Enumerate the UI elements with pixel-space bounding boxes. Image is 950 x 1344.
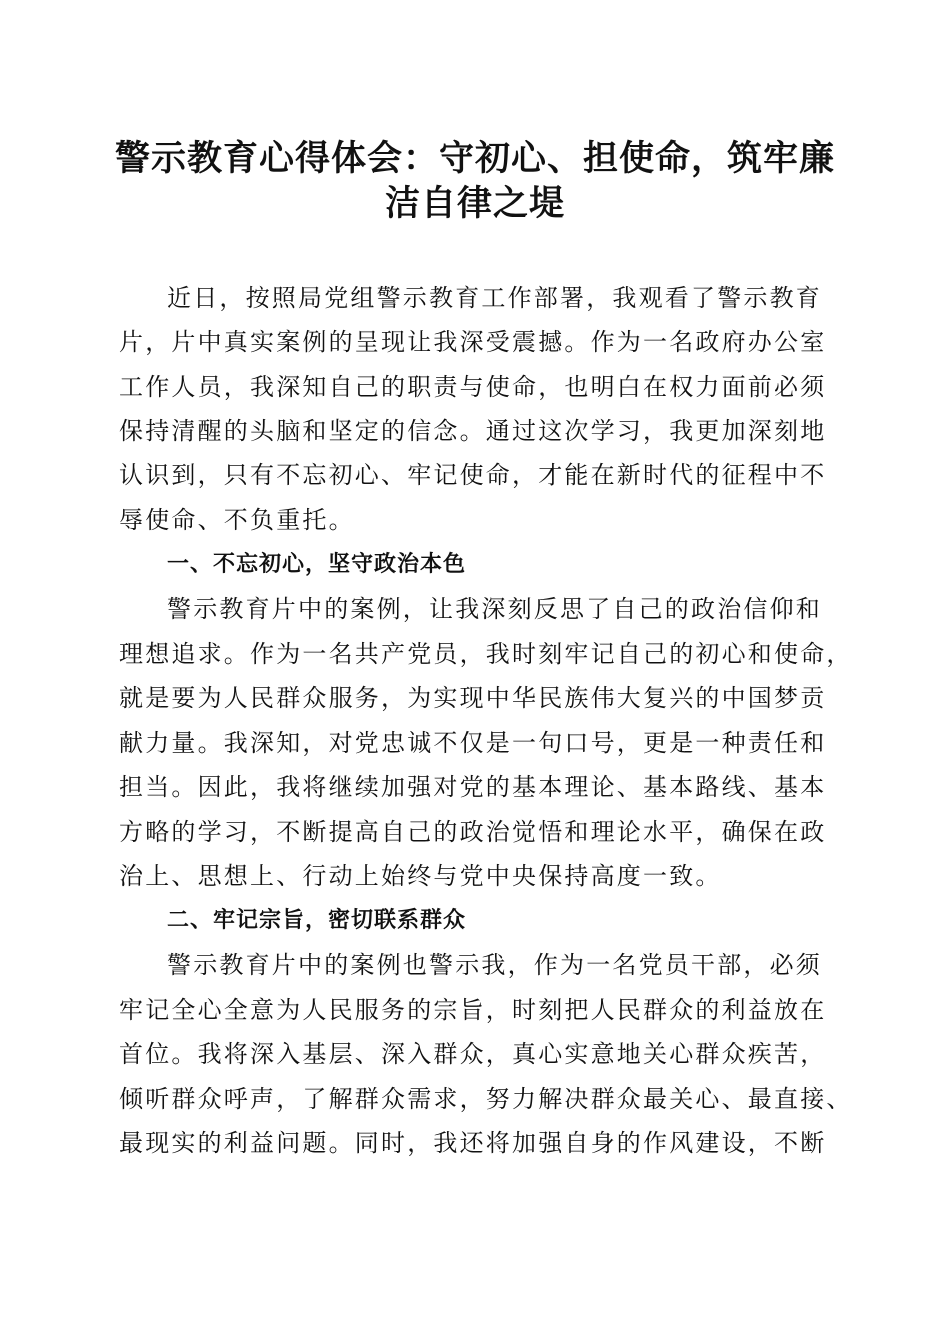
section-heading-1: 一、不忘初心，坚守政治本色 bbox=[167, 552, 467, 577]
paragraph-3-line: 倾听群众呼声，了解群众需求，努力解决群众最关心、最直接、 bbox=[119, 1085, 853, 1113]
section-heading-2: 二、牢记宗旨，密切联系群众 bbox=[167, 908, 467, 933]
paragraph-2-line: 担当。因此，我将继续加强对党的基本理论、基本路线、基本 bbox=[119, 773, 827, 801]
paragraph-3-line: 警示教育片中的案例也警示我，作为一名党员干部，必须 bbox=[167, 951, 822, 979]
paragraph-2-line: 理想追求。作为一名共产党员，我时刻牢记自己的初心和使命， bbox=[119, 640, 853, 668]
paragraph-1-line: 片，片中真实案例的呈现让我深受震撼。作为一名政府办公室 bbox=[119, 328, 827, 356]
document-title-line-2: 洁自律之堤 bbox=[384, 183, 565, 224]
paragraph-1-line: 工作人员，我深知自己的职责与使命，也明白在权力面前必须 bbox=[119, 373, 827, 401]
paragraph-1-line: 近日，按照局党组警示教育工作部署，我观看了警示教育 bbox=[167, 284, 822, 312]
paragraph-2-line: 警示教育片中的案例，让我深刻反思了自己的政治信仰和 bbox=[167, 595, 822, 623]
paragraph-1-line: 辱使命、不负重托。 bbox=[119, 506, 355, 534]
paragraph-2-line: 治上、思想上、行动上始终与党中央保持高度一致。 bbox=[119, 862, 722, 890]
paragraph-3-line: 最现实的利益问题。同时，我还将加强自身的作风建设，不断 bbox=[119, 1129, 827, 1157]
paragraph-3-line: 首位。我将深入基层、深入群众，真心实意地关心群众疾苦， bbox=[119, 1040, 827, 1068]
paragraph-2-line: 就是要为人民群众服务，为实现中华民族伟大复兴的中国梦贡 bbox=[119, 684, 827, 712]
paragraph-3-line: 牢记全心全意为人民服务的宗旨，时刻把人民群众的利益放在 bbox=[119, 996, 827, 1024]
document-title-line-1: 警示教育心得体会：守初心、担使命，筑牢廉 bbox=[114, 138, 835, 179]
paragraph-2-line: 方略的学习，不断提高自己的政治觉悟和理论水平，确保在政 bbox=[119, 818, 827, 846]
paragraph-1-line: 保持清醒的头脑和坚定的信念。通过这次学习，我更加深刻地 bbox=[119, 417, 827, 445]
paragraph-1-line: 认识到，只有不忘初心、牢记使命，才能在新时代的征程中不 bbox=[119, 461, 827, 489]
paragraph-2-line: 献力量。我深知，对党忠诚不仅是一句口号，更是一种责任和 bbox=[119, 729, 827, 757]
